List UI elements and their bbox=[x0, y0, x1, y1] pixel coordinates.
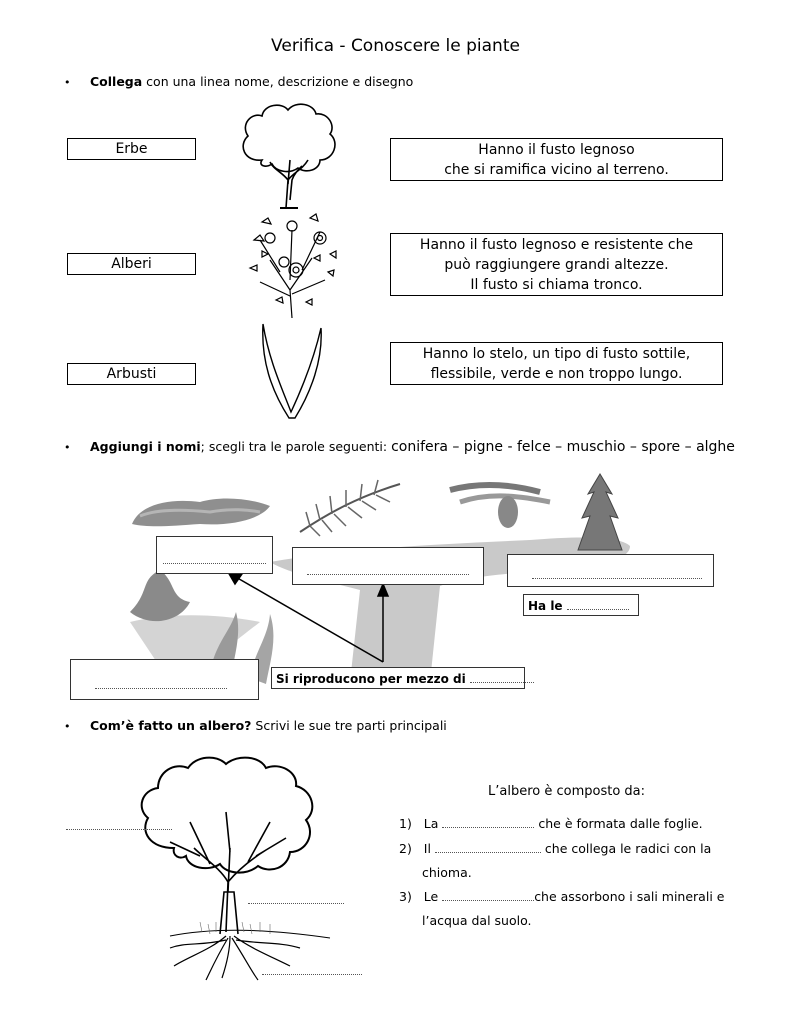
instruction-bold: Aggiungi i nomi bbox=[90, 439, 201, 454]
description-box-1 bbox=[390, 138, 723, 181]
name-box-arbusti bbox=[67, 363, 196, 385]
list-pre: Il bbox=[423, 841, 431, 856]
list-post: che è formata dalle foglie. bbox=[538, 816, 703, 831]
grass-drawing bbox=[255, 320, 330, 420]
instruction-bold: Collega bbox=[90, 74, 143, 89]
list-pre: Le bbox=[423, 889, 439, 904]
ha-le-label bbox=[523, 594, 639, 616]
answer-line-roots[interactable] bbox=[262, 962, 362, 975]
list-post: che collega le radici con la bbox=[544, 841, 712, 856]
answer-line-trunk[interactable] bbox=[248, 891, 344, 904]
list-number: 1) bbox=[399, 816, 412, 831]
answer-box-moss[interactable] bbox=[156, 536, 273, 574]
description-line: può raggiungere grandi altezze. bbox=[444, 256, 669, 273]
word-list: conifera – pigne - felce – muschio – spore – alghe bbox=[391, 439, 735, 455]
dotted-line bbox=[532, 566, 702, 579]
bullet: • bbox=[64, 76, 71, 89]
bullet: • bbox=[64, 720, 71, 733]
list-number: 3) bbox=[399, 889, 412, 904]
list-item-2 bbox=[399, 837, 729, 861]
instruction-text: ; scegli tra le parole seguenti: bbox=[200, 439, 392, 454]
tree-drawing bbox=[232, 100, 347, 210]
ha-le-text: Ha le bbox=[528, 599, 563, 613]
list-item-1 bbox=[399, 812, 729, 836]
answer-line-1[interactable] bbox=[442, 815, 534, 828]
list-item-3 bbox=[399, 885, 739, 909]
description-line: che si ramifica vicino al terreno. bbox=[444, 161, 669, 178]
name-box-erbe bbox=[67, 138, 196, 160]
instruction-text: con una linea nome, descrizione e disegno bbox=[142, 74, 414, 89]
description-box-2 bbox=[390, 233, 723, 296]
list-pre: La bbox=[423, 816, 439, 831]
list-post: che assorbono i sali minerali e bbox=[534, 889, 725, 904]
instruction-bold: Com’è fatto un albero? bbox=[90, 718, 252, 733]
answer-box-algae[interactable] bbox=[70, 659, 259, 700]
description-line: Hanno lo stelo, un tipo di fusto sottile, bbox=[422, 345, 691, 362]
name-label: Erbe bbox=[115, 141, 148, 157]
instruction-tree-parts bbox=[64, 718, 447, 733]
riproducono-text: Si riproducono per mezzo di bbox=[276, 672, 466, 686]
instruction-connect bbox=[64, 74, 413, 89]
answer-box-conifer[interactable] bbox=[507, 554, 714, 587]
list-item-3-cont: l’acqua dal suolo. bbox=[422, 913, 532, 928]
dotted-line bbox=[95, 676, 227, 689]
name-label: Alberi bbox=[111, 256, 152, 272]
answer-line-crown[interactable] bbox=[66, 817, 172, 830]
dotted-line[interactable] bbox=[567, 597, 629, 610]
tree-parts-drawing bbox=[130, 752, 370, 984]
answer-line-2[interactable] bbox=[435, 840, 541, 853]
riproducono-label bbox=[271, 667, 525, 689]
description-line: Il fusto si chiama tronco. bbox=[470, 276, 643, 293]
name-box-alberi bbox=[67, 253, 196, 275]
dotted-line bbox=[307, 562, 469, 575]
answer-line-3[interactable] bbox=[442, 888, 534, 901]
list-number: 2) bbox=[399, 841, 412, 856]
list-item-2-cont: chioma. bbox=[422, 865, 472, 880]
answer-box-fern[interactable] bbox=[292, 547, 484, 585]
bullet: • bbox=[64, 441, 71, 454]
description-line: Hanno il fusto legnoso bbox=[478, 141, 635, 158]
description-line: flessibile, verde e non troppo lungo. bbox=[430, 365, 683, 382]
page-title: Verifica - Conoscere le piante bbox=[271, 36, 520, 56]
instruction-text: Scrivi le sue tre parti principali bbox=[251, 718, 447, 733]
description-line: Hanno il fusto legnoso e resistente che bbox=[419, 236, 694, 253]
bush-drawing bbox=[240, 210, 345, 320]
name-label: Arbusti bbox=[106, 366, 157, 382]
dotted-line bbox=[163, 551, 266, 564]
tree-composition-intro: L’albero è composto da: bbox=[488, 784, 646, 799]
dotted-line[interactable] bbox=[470, 670, 534, 683]
instruction-add-names bbox=[64, 439, 735, 455]
description-box-3 bbox=[390, 342, 723, 385]
